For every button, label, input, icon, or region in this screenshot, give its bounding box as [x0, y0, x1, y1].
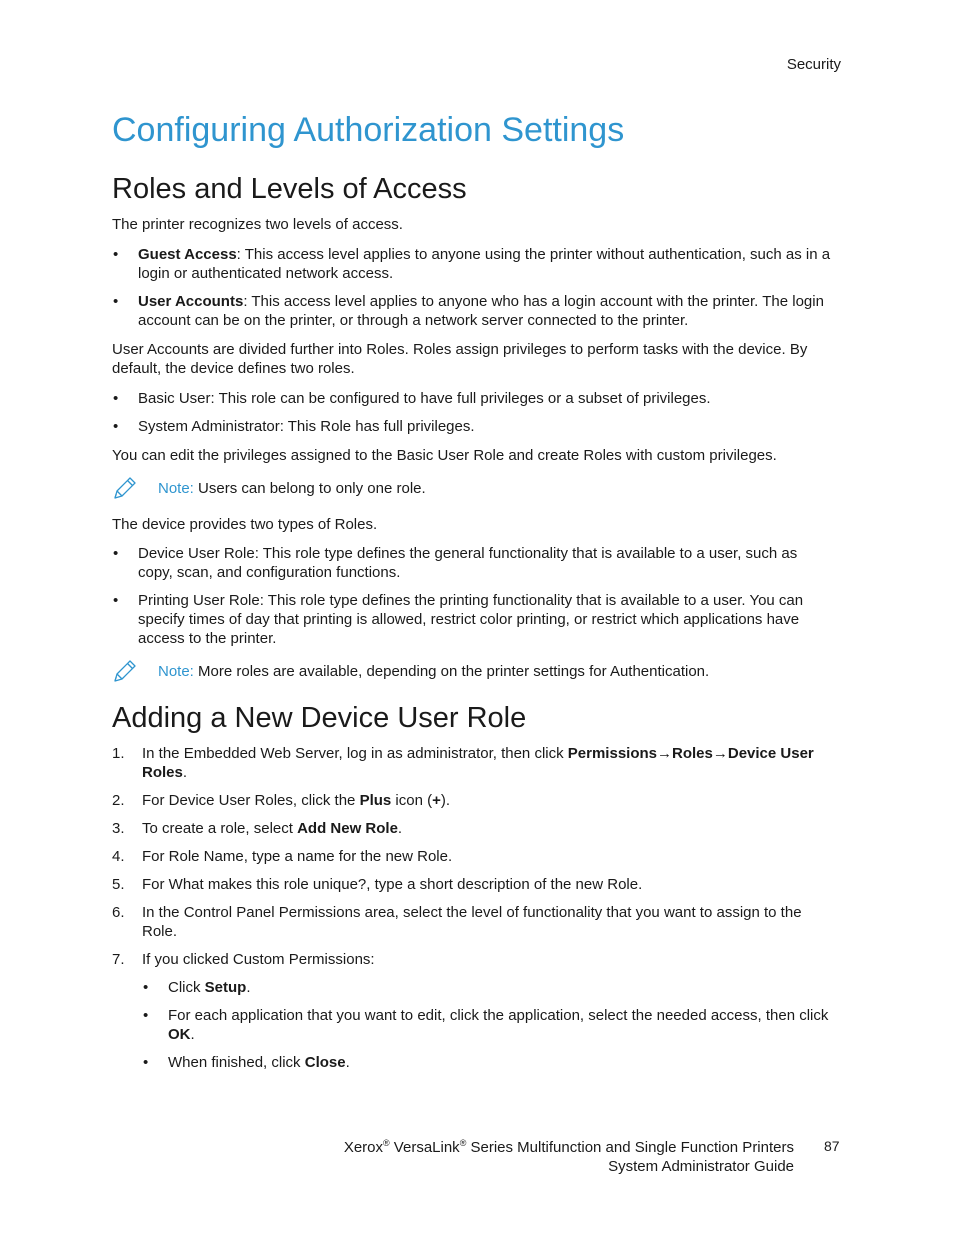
list-item [112, 245, 834, 283]
step-bold: Roles [672, 745, 713, 762]
step-text: Click [168, 979, 205, 996]
running-header-section: Security [786, 56, 841, 73]
adding-role-heading: Adding a New Device User Role [112, 702, 527, 734]
footer-product-rest: Series Multifunction and Single Function Printers [466, 1139, 794, 1156]
footer-brand: Xerox [343, 1139, 383, 1156]
footer-guide-title: System Administrator Guide [608, 1158, 794, 1175]
arrow-glyph: → [657, 745, 672, 762]
list-item [112, 292, 834, 330]
step-text: . [345, 1054, 350, 1071]
step-bold: Permissions [567, 745, 657, 762]
edit-privileges-text: You can edit the privileges assigned to the Basic User Role and create Roles with custom privileges. [112, 447, 777, 464]
page-title: Configuring Authorization Settings [112, 111, 625, 149]
step-number: 1. [112, 745, 125, 762]
step-text: . [246, 979, 251, 996]
step-text: For Role Name, type a name for the new Role. [142, 848, 453, 865]
access-term: Guest Access [138, 246, 237, 263]
pencil-icon [112, 658, 138, 684]
step-item [112, 903, 834, 941]
step-text: ). [440, 792, 451, 809]
substeps-list [142, 978, 834, 1072]
list-item: • Device User Role: This role type defines the general functionality that is available to a user, such as copy, scan, and configuration functions. [112, 544, 834, 582]
list-item: • Printing User Role: This role type defines the printing functionality that is available to a user. You can specify times of day that printing is allowed, restrict color printing, or restrict which applications have access to the printer. [112, 591, 834, 648]
arrow-glyph: → [712, 745, 728, 762]
step-item [112, 819, 834, 838]
step-text: In the Embedded Web Server, log in as administrator, then click [142, 745, 568, 762]
page-content [112, 108, 834, 1072]
step-number: 7. [112, 951, 125, 968]
step-text: . [397, 820, 403, 837]
note-block [112, 662, 834, 681]
note-label: Note: [158, 663, 194, 680]
page-footer [344, 1138, 794, 1176]
roles-list [112, 389, 834, 436]
step-text: To create a role, select [142, 820, 298, 837]
step-text: For each application that you want to edit, click the application, select the needed access, then click [168, 1007, 829, 1024]
substep-item [142, 978, 834, 997]
step-bold: Add New Role [297, 820, 398, 837]
step-text: For Device User Roles, click the [142, 792, 360, 809]
registered-mark: ® [383, 1138, 390, 1148]
role-types-intro: The device provides two types of Roles. [112, 516, 378, 533]
roles-intro-paragraph: User Accounts are divided further into Roles. Roles assign privileges to perform tasks with the device. By default, the device defines two roles. [112, 341, 808, 377]
step-text: . [190, 1026, 195, 1043]
step-bold: Close [304, 1054, 346, 1071]
access-desc: : This access level applies to anyone using the printer without authentication, such as in a login or authenticated network access. [138, 246, 831, 282]
step-number: 6. [112, 904, 125, 921]
access-term: User Accounts [138, 293, 244, 310]
page-number: 87 [824, 1138, 840, 1154]
step-number: 5. [112, 876, 125, 893]
note-label: Note: [158, 480, 194, 497]
step-number: 4. [112, 848, 125, 865]
step-item [112, 744, 834, 782]
step-bold: Device User Roles [142, 745, 814, 781]
footer-product-line [344, 1138, 794, 1157]
roles-intro-text: The printer recognizes two levels of access. [112, 216, 403, 233]
note-text: Users can belong to only one role. [193, 480, 426, 497]
steps-list [112, 744, 834, 1072]
step-item [112, 875, 834, 894]
step-bold: Plus [359, 792, 392, 809]
step-text: In the Control Panel Permissions area, select the level of functionality that you want to assign to the Role. [142, 904, 802, 940]
step-number: 3. [112, 820, 125, 837]
access-levels-list [112, 245, 834, 330]
pencil-icon [112, 475, 138, 501]
list-item: • Basic User: This role can be configured to have full privileges or a subset of privileges. [112, 389, 834, 408]
step-text: If you clicked Custom Permissions: [142, 951, 375, 968]
access-desc: : This access level applies to anyone who has a login account with the printer. The login account can be on the printer, or through a network server connected to the printer. [138, 293, 824, 329]
note-text: More roles are available, depending on the printer settings for Authentication. [193, 663, 710, 680]
step-bold: + [432, 792, 441, 809]
registered-mark: ® [459, 1138, 467, 1148]
step-text: When finished, click [168, 1054, 305, 1071]
roles-heading: Roles and Levels of Access [112, 173, 467, 205]
step-bold: Setup [204, 979, 247, 996]
step-item [112, 791, 834, 810]
footer-product: VersaLink [389, 1139, 460, 1156]
step-item [112, 847, 834, 866]
substep-item [142, 1006, 834, 1044]
step-text: icon ( [391, 792, 433, 809]
list-item: • System Administrator: This Role has full privileges. [112, 417, 834, 436]
step-text: . [182, 764, 188, 781]
step-bold: OK [168, 1026, 191, 1043]
substep-item [142, 1053, 834, 1072]
role-types-list [112, 544, 834, 648]
step-item [112, 950, 834, 1072]
note-block [112, 479, 834, 498]
step-text: For What makes this role unique?, type a short description of the new Role. [142, 876, 643, 893]
step-number: 2. [112, 792, 125, 809]
